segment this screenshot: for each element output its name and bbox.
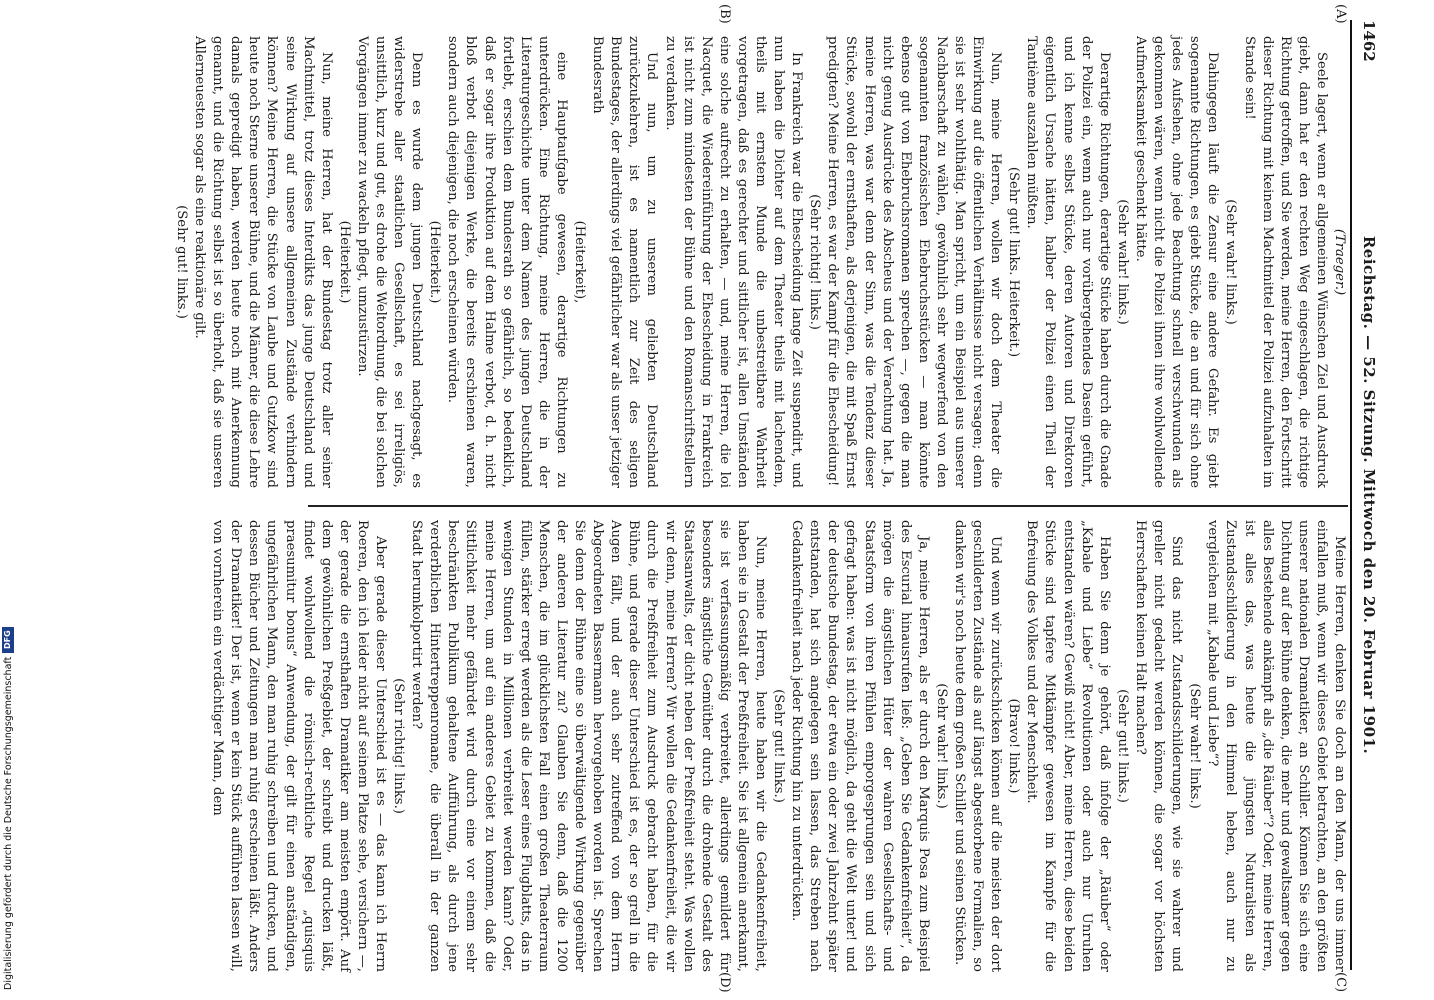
interjection: (Sehr wahr! links.) xyxy=(1114,199,1130,325)
interjection: (Sehr richtig! links.) xyxy=(807,194,823,330)
paragraph: Haben Sie denn je gehört, daß infolge der „Räuber“ oder „Kabale und Liebe“ Revolutionen oder auch nur Unruhen entstanden wären? Gewiß nicht! Aber, meine Herren, diese beiden Stücke sind tapfere Mitkämpfer gewesen im Kampfe für die Befreiung des Volkes und der Menschheit. xyxy=(1024,520,1112,972)
interjection: (Sehr wahr! links.) xyxy=(1223,199,1239,325)
interjection: (Sehr wahr! links.) xyxy=(1187,683,1203,809)
left-column xyxy=(172,36,1348,488)
paragraph: Seele lagert, wenn er allgemeinen Wünschen Ziel und Ausdruck giebt, dann hat er den rechten Weg eingeschlagen, die richtige Richtung getroffen, und Sie werden, meine Herren, den Fortschritt dieser Richtung mit keinem Machtmittel der Polizei aufzuhalten im Stande sein! xyxy=(1241,36,1329,488)
interjection: (Sehr gut! links.) xyxy=(174,205,189,319)
interjection: (Sehr wahr! links.) xyxy=(933,683,949,809)
paragraph: eine Hauptaufgabe gewesen, derartige Richtungen zu unterdrücken. Eine Richtung, meine Herren, die in der Literaturgeschichte unter dem Namen des jungen Deutschland fortlebt, erschien dem Bundesrath so gefährlich, so bedenklich, daß er sogar ihre Produktion auf dem Halme verbot, d. h. nicht bloß verbot diejenigen Werke, die bereits erschienen waren, sondern auch diejenigen, die noch erscheinen würden. xyxy=(445,36,569,488)
interjection: (Heiterkeit.) xyxy=(427,220,443,304)
interjection: (Heiterkeit), xyxy=(572,220,588,304)
credit-text: Digitalisierung gefördert durch die Deutsche Forschungsgemeinschaft xyxy=(2,656,14,990)
paragraph: Nun, meine Herren, wollen wir doch dem Theater die Einwirkung auf die öffentlichen Verhältnisse nicht versagen; denn sie ist sehr wohlthätig. Man spricht, um ein Beispiel aus unserer Nachbarschaft zu wählen, gewöhnlich sehr wegwerfend von den sogenannten französischen Ehebruchsstücken — man könnte ebenso gut von Ehebruchsromanen sprechen —, gegen die man nicht genug Ausdrücke des Abscheus und der Verachtung hat. Ja, meine Herren, was war denn der Sinn, was die Tendenz dieser Stücke, sowohl der ernsthaften, als derjenigen, die mit Spaß Ernst predigten? Meine Herren, es war der Kampf für die Ehescheidung! xyxy=(825,36,1004,488)
paragraph: Meine Herren, denken Sie doch an den Mann, der uns immer einfallen muß, wenn wir dieses Gebiet betrachten, an den größten unserer nationalen Dramatiker, an Schiller. Können Sie sich eine Dichtung auf der Bühne denken, die mehr und gewaltsamer gegen alles Bestehende ankämpft als „die Räuber“? Oder, meine Herren, ist alles das, was heute die jüngsten Naturalisten als Zustandsschilderung in den Himmel heben, auch nur zu vergleichen mit „Kabale und Liebe“? xyxy=(1205,520,1347,972)
margin-mark-b: (B) xyxy=(717,4,732,24)
paragraph: Und nun, um zu unserem geliebten Deutschland zurückzukehren, ist es namentlich zur Zeit des seligen Bundestages, der allerdings viel gefährlicher war als unser jetziger Bundesrath xyxy=(590,36,660,488)
right-column xyxy=(208,520,1348,972)
rotated-document-page xyxy=(32,0,1392,1000)
interjection: (Sehr gut! links.) xyxy=(1114,689,1130,803)
column-divider xyxy=(308,505,1348,507)
interjection: (Sehr gut! links. Heiterkeit.) xyxy=(1006,166,1022,358)
margin-mark-d: (D) xyxy=(717,972,732,993)
page-number: 1462 xyxy=(1360,20,1378,62)
paragraph: Ja, meine Herren, als er durch den Marquis Posa zum Beispiel des Escurial hinausrufen ließ: „Geben Sie Gedankenfreiheit“, da mögen die ängstlichen Hüter der wahren Gesellschafts- und Staatsform von ihren Pfühlen emporgesprungen sein und sich gefragt haben: was ist nicht möglich, da geht die Welt unter! und der deutsche Bundestag, der etwa ein oder zwei Jahrzehnt später entstanden, hat sich angelegen sein lassen, das Streben nach Gedankenfreiheit nach jeder Richtung hin zu unterdrücken. xyxy=(789,520,931,972)
paragraph: Sind das nicht Zustandsschilderungen, wie sie wahrer und greller nicht gedacht werden können, die sogar vor höchsten Herrschaften keinen Halt machen? xyxy=(1132,520,1185,972)
interjection: (Sehr gut! links.) xyxy=(771,689,787,803)
running-title: Reichstag. — 52. Sitzung. Mittwoch den 20. Februar 1901. xyxy=(1360,235,1378,755)
page-header xyxy=(1350,20,1380,970)
paragraph: Und wenn wir zurückschicken können auf die meisten der dort geschilderten Zustände als auf längst abgestorbene Formalien, so danken wir's noch heute dem großen Schiller und seinen Stücken. xyxy=(952,520,1004,972)
digitization-credit xyxy=(2,520,18,990)
interjection: (Bravo! links.) xyxy=(1006,698,1022,794)
speaker-name: (Traeger.) xyxy=(1332,228,1347,296)
paragraph: Nun, meine Herren, heute haben wir die Gedankenfreiheit, haben sie in Gestalt der Preßfreiheit. Sie ist allgemein anerkannt, sie ist verfassungsmäßig verbreitet, allerdings gemildert für besonders ängstliche Gemüther durch die drohende Gestalt des Staatsanwalts, der dicht neben der Preßfreiheit steht. Was wollen wir denn, meine Herren? Wir wollen die Gedankenfreiheit, die wir durch die Preßfreiheit zum Ausdruck gebracht haben, für die Bühne, und gerade dieser Unterschied ist es, der so grell in die Augen fällt, und der auch sehr zutreffend von dem Herrn Abgeordneten Bassermann hervorgehoben worden ist. Sprechen Sie denn der Bühne eine so überwältigende Wirkung gegenüber der anderen Literatur zu? Glauben Sie denn, daß die 1200 Menschen, die im glücklichsten Fall einen großen Theaterraum füllen, stärker erregt werden als die Leser eines Flugblatts, das in wenigen Stunden in Millionen verbreitet werden kann? Oder, meine Herren, um auf ein anderes Gebiet zu kommen, daß die Sittlichkeit mehr gefährdet wird durch eine vor einem sehr beschränkten Publikum gehaltene Aufführung, als durch jene verderblichen Hintertreppenromane, die überall in der ganzen Stadt herumkolportirt werden? xyxy=(409,520,768,972)
interjection: (Heiterkeit.) xyxy=(336,220,352,304)
paragraph: Nun, meine Herren, hat der Bundestag trotz aller seiner Machtmittel, trotz dieses Interdikts das junge Deutschland und seine Wirkung auf unsere allgemeinen Zustände verhindern können? Meine Herren, die Stücke von Laube und Gutzkow sind heute noch Sterne unserer Bühne, und die Männer, die diese Lehre damals gepredigt haben, werden heute noch mit Anerkennung genannt, und die Richtung selbst ist so überholt, daß sie unseren Allerneuesten sogar als eine reaktionäre gilt. xyxy=(192,36,334,488)
paragraph: Denn es wurde dem jungen Deutschland nachgesagt, es widerstrebe aller staatlichen Gesellschaft, es sei irreligiös, unsittlich, kurz und gut, es drohe die Weltordnung, die bei solchen Vorgängen immer zu wackeln pflegt, umzustürzen. xyxy=(354,36,425,488)
dfg-logo: DFG xyxy=(2,627,14,653)
paragraph: Dahingegen läuft die Zensur eine andere Gefahr. Es giebt sogenannte Richtungen, es giebt Stücke, die an und für sich ohne jedes Aufsehen, ohne jede Beachtung schnell verschwunden als gekommen wären, wenn nicht die Polizei ihnen ihre wohlwollende Aufmerksamkeit geschenkt hätte. xyxy=(1132,36,1221,488)
paragraph: Derartige Richtungen, derartige Stücke haben durch die Gnade der Polizei ein, wenn auch nur vorübergehendes Dasein geführt, und ich kenne selbst Stücke, deren Autoren und Direktoren eigentlich Ursache hätten, halber der Polizei einen Theil der Tantième auszahlen müßten. xyxy=(1024,36,1112,488)
margin-mark-a: (A) xyxy=(1333,4,1348,24)
margin-mark-c: (C) xyxy=(1333,972,1348,993)
paragraph: Aber gerade dieser Unterschied ist es — das kann ich Herrn Roeren, den ich leider nicht auf seinem Platze sehe, versichern —, der gerade die ernsthaften Dramatiker am meisten empört. Auf dem gewöhnlichen Preßgebiet, der schreibt und drucken läßt, findet wohlwollend die römisch-rechtliche Regel „quisquis praesumitur bonus“ Anwendung, der gilt für einen anständigen, ungefährlichen Mann, den man ruhig schreiben und drucken, und dessen Bücher und Zeitungen man ruhig erscheinen läßt. Anders der Dramatiker! Der ist, wenn er kein Stück aufführen lassen will, von vornherein ein verdächtiger Mann, dem xyxy=(210,520,389,972)
paragraph: In Frankreich war die Ehescheidung lange Zeit suspendirt, und nun haben die Dichter auf dem Theater theils mit lachendem, theils mit ernstem Munde die unbestreitbare Wahrheit vorgetragen, daß es gerechter und sittlicher ist, allen Umständen eine solche aufrecht zu erhalten, — und, meine Herren, die loi Nacquet, die Wiedereinführung der Ehescheidung in Frankreich ist nicht zum mindesten der Bühne und den Romanschriftstellern zu verdanken. xyxy=(662,36,805,488)
interjection: (Sehr richtig! links.) xyxy=(391,678,407,814)
